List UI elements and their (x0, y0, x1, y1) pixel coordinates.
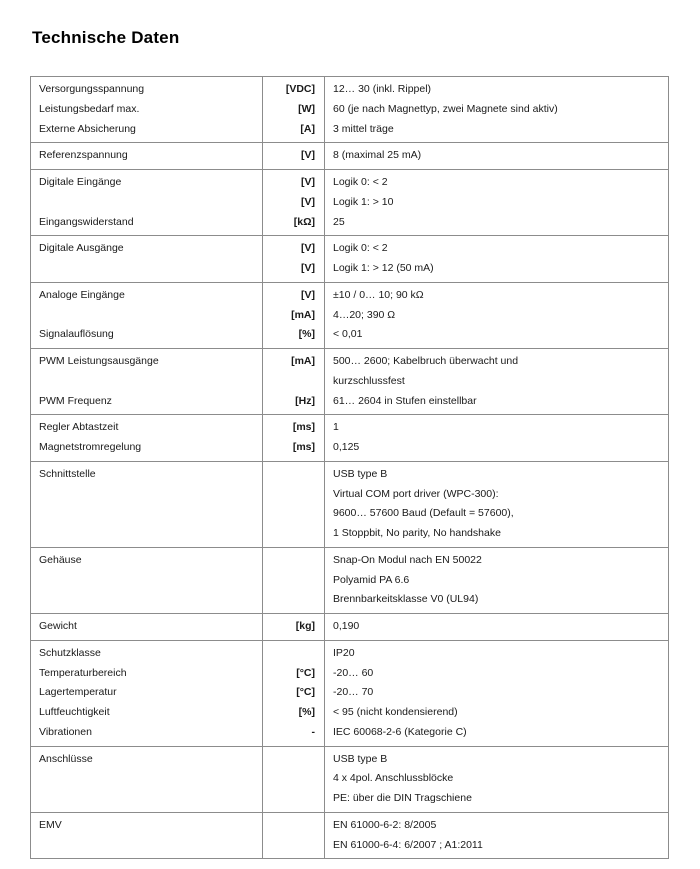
cell-unit-line: [A] (300, 122, 315, 135)
table-cell-name (31, 640, 263, 746)
cell-name-line (31, 571, 262, 591)
table-cell-name (31, 282, 263, 348)
table-cell-name (31, 614, 263, 641)
cell-name-line: EMV (39, 818, 62, 831)
table-row (31, 77, 669, 143)
cell-unit-line: [mA] (291, 308, 315, 321)
table-row (31, 746, 669, 812)
cell-name-line: Signalauflösung (39, 328, 114, 341)
cell-unit-line: [Hz] (295, 394, 315, 407)
cell-unit-line: [ms] (292, 421, 315, 434)
table-cell-unit (263, 461, 325, 547)
cell-name-line: Luftfeuchtigkeit (39, 706, 110, 718)
table-cell-name (31, 547, 263, 613)
cell-value-line: 12… 30 (inkl. Rippel) (333, 83, 432, 95)
table-cell-name (31, 77, 263, 143)
cell-name-line: Digitale Eingänge (39, 176, 122, 188)
cell-value-line: 9600… 57600 Baud (Default = 57600), (333, 507, 514, 520)
table-row (31, 640, 669, 746)
cell-unit-line: [V] (301, 195, 315, 208)
table-cell-value (325, 143, 669, 170)
table-cell-name (31, 236, 263, 283)
cell-value-line: 4…20; 390 Ω (333, 308, 396, 321)
cell-value-line: PE: über die DIN Tragschiene (333, 792, 472, 804)
cell-name-line: Regler Abtastzeit (39, 421, 119, 434)
table-row (31, 547, 669, 613)
table-cell-unit (263, 614, 325, 641)
cell-unit-line (263, 485, 324, 505)
table-cell-name (31, 415, 263, 462)
cell-value-line: -20… 70 (333, 686, 374, 699)
cell-name-line: Eingangswiderstand (39, 215, 134, 228)
cell-unit-line (263, 524, 324, 547)
cell-value-line: 4 x 4pol. Anschlussblöcke (333, 772, 454, 785)
table-cell-value (325, 349, 669, 415)
table-cell-value (325, 640, 669, 746)
cell-value-line: Virtual COM port driver (WPC-300): (333, 487, 499, 500)
table-row (31, 349, 669, 415)
table-cell-value (325, 415, 669, 462)
cell-unit-line: [%] (298, 706, 315, 718)
cell-name-line (31, 590, 262, 613)
table-row (31, 236, 669, 283)
table-cell-unit (263, 547, 325, 613)
cell-unit-line (263, 462, 324, 485)
cell-unit-line: - (311, 725, 315, 738)
cell-unit-line: [kΩ] (293, 215, 315, 228)
cell-value-line: ±10 / 0… 10; 90 kΩ (333, 288, 424, 301)
cell-value-line: Snap-On Modul nach EN 50022 (333, 553, 482, 566)
cell-name-line: Gehäuse (39, 553, 82, 566)
table-row (31, 282, 669, 348)
cell-name-line: Temperaturbereich (39, 666, 127, 679)
cell-unit-line: [%] (298, 328, 315, 341)
cell-name-line: Versorgungsspannung (39, 83, 145, 95)
cell-name-line (31, 193, 262, 213)
cell-unit-line: [kg] (295, 620, 315, 632)
cell-name-line: Leistungsbedarf max. (39, 102, 140, 115)
cell-unit-line (263, 769, 324, 789)
table-cell-name (31, 349, 263, 415)
table-cell-value (325, 77, 669, 143)
table-cell-unit (263, 812, 325, 859)
cell-unit-line: [V] (301, 242, 315, 255)
cell-unit-line: [mA] (291, 355, 315, 367)
cell-value-line: EN 61000-6-4: 6/2007 ; A1:2011 (333, 838, 483, 851)
cell-value-line: 1 Stoppbit, No parity, No handshake (333, 527, 501, 539)
cell-value-line: 25 (333, 215, 345, 228)
cell-unit-line (263, 548, 324, 571)
cell-unit-line (263, 372, 324, 392)
table-cell-unit (263, 415, 325, 462)
table-cell-value (325, 282, 669, 348)
cell-unit-line (263, 641, 324, 664)
cell-unit-line: [VDC] (285, 83, 315, 95)
cell-unit-line: [V] (301, 176, 315, 188)
table-cell-name (31, 143, 263, 170)
table-cell-unit (263, 640, 325, 746)
cell-unit-line (263, 789, 324, 812)
table-cell-unit (263, 349, 325, 415)
cell-name-line (31, 306, 262, 326)
table-cell-value (325, 547, 669, 613)
table-row (31, 812, 669, 859)
cell-name-line: Analoge Eingänge (39, 288, 125, 301)
cell-value-line: 0,125 (333, 441, 360, 453)
cell-name-line: Anschlüsse (39, 752, 93, 765)
table-cell-unit (263, 77, 325, 143)
table-cell-name (31, 746, 263, 812)
cell-value-line: Logik 1: > 12 (50 mA) (333, 262, 434, 274)
table-cell-unit (263, 170, 325, 236)
cell-value-line: USB type B (333, 467, 388, 480)
table-cell-name (31, 812, 263, 859)
cell-name-line (31, 372, 262, 392)
table-body (31, 77, 669, 859)
cell-name-line: PWM Leistungsausgänge (39, 355, 159, 367)
cell-unit-line (263, 747, 324, 770)
table-cell-unit (263, 143, 325, 170)
cell-value-line: 1 (333, 421, 339, 434)
cell-unit-line (263, 504, 324, 524)
table-cell-unit (263, 236, 325, 283)
cell-value-line: < 0,01 (333, 328, 363, 341)
table-row (31, 170, 669, 236)
cell-value-line: Logik 0: < 2 (333, 176, 388, 188)
cell-unit-line (263, 813, 324, 836)
cell-unit-line: [ms] (292, 441, 315, 453)
cell-unit-line: [V] (301, 149, 315, 162)
cell-unit-line: [V] (301, 288, 315, 301)
table-row (31, 614, 669, 641)
table-row (31, 143, 669, 170)
table-cell-value (325, 746, 669, 812)
cell-value-line: Logik 0: < 2 (333, 242, 388, 255)
cell-name-line: Digitale Ausgänge (39, 242, 124, 255)
cell-unit-line (263, 571, 324, 591)
cell-value-line: IP20 (333, 646, 355, 659)
cell-unit-line: [W] (298, 102, 315, 115)
cell-name-line (31, 485, 262, 505)
table-cell-name (31, 461, 263, 547)
cell-name-line (31, 789, 262, 812)
cell-value-line: Logik 1: > 10 (333, 195, 394, 208)
technical-data-table (30, 76, 669, 859)
cell-name-line: Schnittstelle (39, 467, 96, 480)
cell-value-line: 60 (je nach Magnettyp, zwei Magnete sind aktiv) (333, 102, 558, 115)
cell-name-line: PWM Frequenz (39, 394, 112, 407)
cell-name-line (31, 259, 262, 282)
cell-name-line (31, 504, 262, 524)
cell-value-line: -20… 60 (333, 666, 374, 679)
cell-value-line: kurzschlussfest (333, 374, 405, 387)
cell-name-line: Lagertemperatur (39, 686, 117, 699)
cell-value-line: 3 mittel träge (333, 122, 394, 135)
cell-name-line: Externe Absicherung (39, 122, 136, 135)
cell-name-line: Vibrationen (39, 725, 92, 738)
cell-name-line: Schutzklasse (39, 646, 101, 659)
cell-unit-line: [°C] (296, 686, 315, 699)
table-cell-unit (263, 282, 325, 348)
cell-name-line (31, 524, 262, 547)
cell-name-line (31, 769, 262, 789)
cell-value-line: 500… 2600; Kabelbruch überwacht und (333, 355, 519, 367)
table-row (31, 461, 669, 547)
table-cell-name (31, 170, 263, 236)
table-row (31, 415, 669, 462)
cell-name-line: Referenzspannung (39, 149, 128, 162)
cell-unit-line (263, 836, 324, 859)
cell-value-line: Polyamid PA 6.6 (333, 573, 410, 586)
cell-name-line: Gewicht (39, 620, 77, 632)
table-cell-value (325, 236, 669, 283)
cell-unit-line: [°C] (296, 666, 315, 679)
table-cell-value (325, 614, 669, 641)
cell-value-line: 61… 2604 in Stufen einstellbar (333, 394, 477, 407)
cell-value-line: EN 61000-6-2: 8/2005 (333, 818, 437, 831)
cell-value-line: USB type B (333, 752, 388, 765)
cell-name-line: Magnetstromregelung (39, 441, 142, 453)
table-cell-value (325, 170, 669, 236)
cell-value-line: Brennbarkeitsklasse V0 (UL94) (333, 593, 479, 606)
table-cell-value (325, 812, 669, 859)
cell-name-line (31, 836, 262, 859)
table-cell-value (325, 461, 669, 547)
table-cell-unit (263, 746, 325, 812)
page-title: Technische Daten (32, 28, 180, 47)
cell-value-line: < 95 (nicht kondensierend) (333, 706, 458, 718)
cell-unit-line: [V] (301, 262, 315, 274)
cell-value-line: 8 (maximal 25 mA) (333, 149, 422, 162)
cell-value-line: 0,190 (333, 620, 360, 632)
cell-unit-line (263, 590, 324, 613)
cell-value-line: IEC 60068-2-6 (Kategorie C) (333, 725, 467, 738)
